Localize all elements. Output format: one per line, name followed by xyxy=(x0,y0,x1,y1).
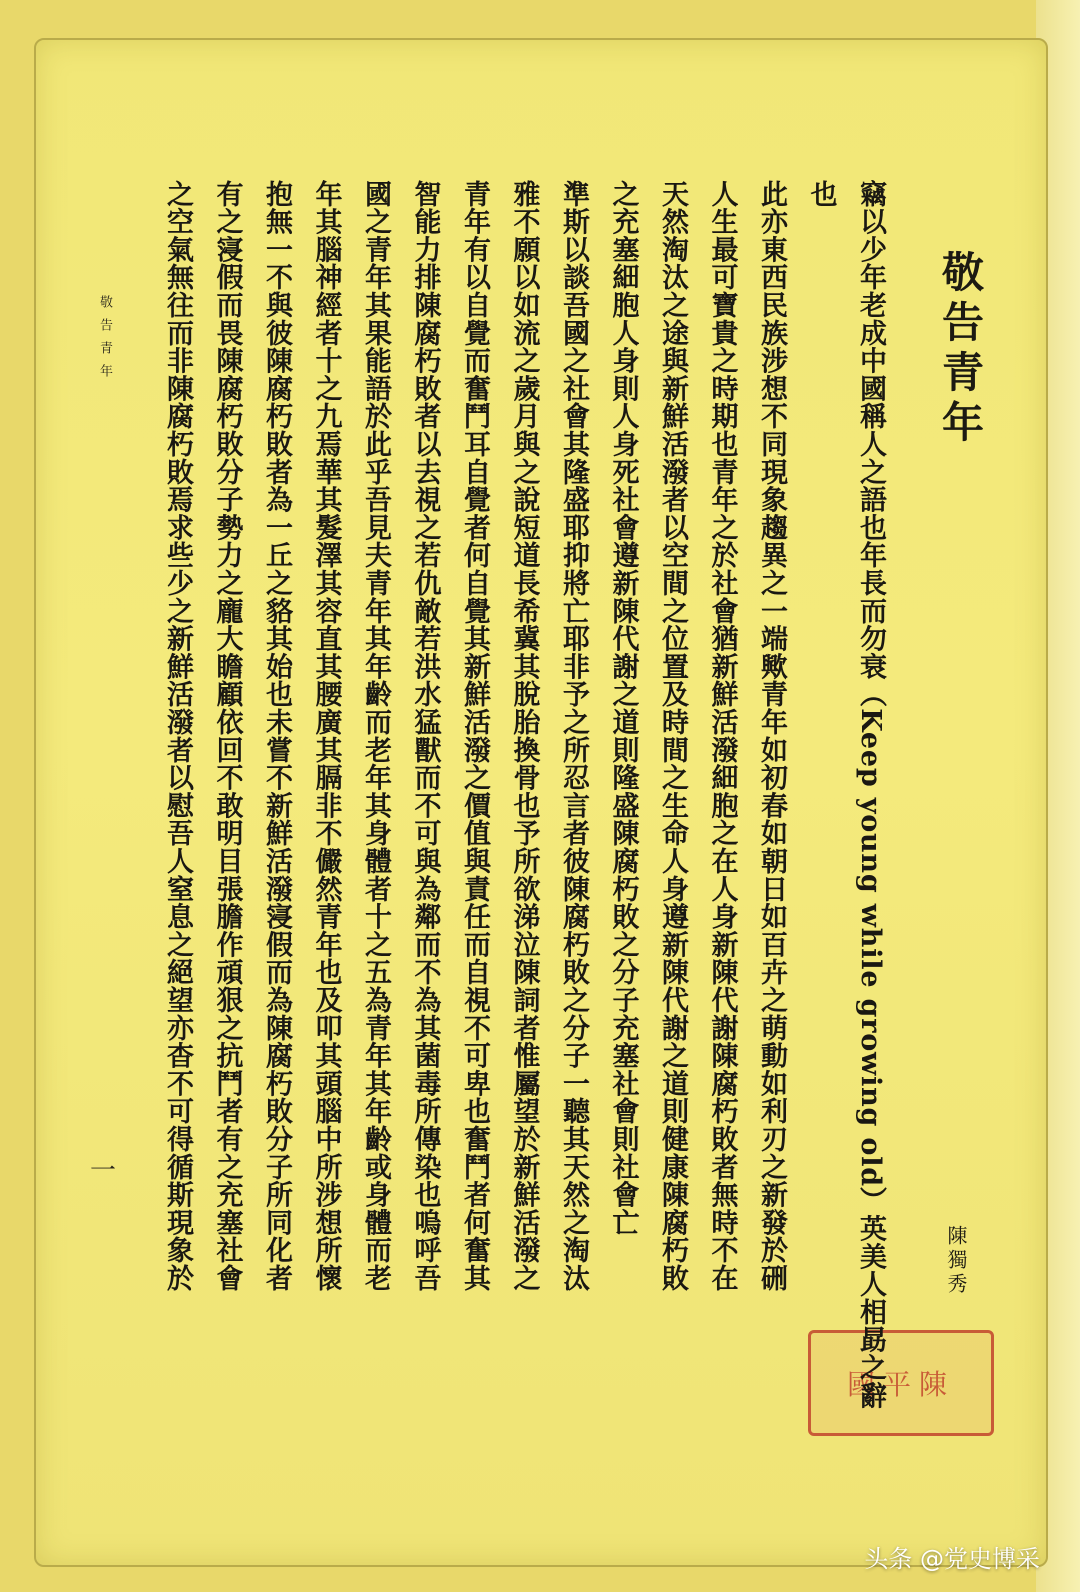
body-column: 雅不願以如流之歲月與之說短道長希冀其脫胎換骨也予所欲涕泣陳詞者惟屬望於新鮮活潑之 xyxy=(508,180,540,1292)
page-number: 一 xyxy=(90,1156,117,1186)
article-body xyxy=(125,180,895,1420)
body-column: 竊以少年老成中國稱人之語也年長而勿衰（Keep young while growing old）英美人相勗之辭也 xyxy=(805,180,886,1410)
source-watermark: 头条 @党史博采 xyxy=(864,1545,1040,1573)
body-column: 此亦東西民族涉想不同現象趨異之一端歟青年如初春如朝日如百卉之萌動如利刃之新發於硎 xyxy=(756,180,787,1292)
body-column: 抱無一不與彼陳腐朽敗者為一丘之貉其始也未嘗不新鮮活潑寖假而為陳腐朽敗分子所同化者 xyxy=(261,180,292,1292)
body-column: 天然淘汰之途與新鮮活潑者以空間之位置及時間之生命人身遵新陳代謝之道則健康陳腐朽敗 xyxy=(657,180,688,1292)
author-name: 陳獨秀 xyxy=(944,1225,968,1297)
body-column: 之空氣無往而非陳腐朽敗焉求些少之新鮮活潑者以慰吾人窒息之絕望亦杳不可得循斯現象於 xyxy=(162,180,193,1292)
body-column: 年其腦神經者十之九焉華其髮澤其容直其腰廣其膈非不儼然青年也及叩其頭腦中所涉想所懷 xyxy=(310,180,342,1292)
body-column: 國之青年其果能語於此乎吾見夫青年其年齡而老年其身體者十之五為青年其年齡或身體而老 xyxy=(360,180,391,1292)
body-column: 人生最可寶貴之時期也青年之於社會猶新鮮活潑細胞之在人身新陳代謝陳腐朽敗者無時不在 xyxy=(706,180,738,1292)
body-column: 智能力排陳腐朽敗者以去視之若仇敵若洪水猛獸而不可與為鄰而不為其菌毒所傳染也嗚呼吾 xyxy=(409,180,441,1292)
running-header: 敬告青年 xyxy=(97,295,112,387)
body-column: 準斯以談吾國之社會其隆盛耶抑將亡耶非予之所忍言者彼陳腐朽敗之分子一聽其天然之淘汰 xyxy=(558,180,589,1292)
body-column: 之充塞細胞人身則人身死社會遵新陳代謝之道則隆盛陳腐朽敗之分子充塞社會則社會亡 xyxy=(607,180,639,1237)
body-column: 青年有以自覺而奮鬥耳自覺者何自覺其新鮮活潑之價值與責任而自視不可卑也奮鬥者何奮其 xyxy=(459,180,490,1292)
red-seal-stamp: 國平陳 xyxy=(808,1330,994,1436)
body-column: 有之寖假而畏陳腐朽敗分子勢力之龐大瞻顧依回不敢明目張膽作頑狠之抗鬥者有之充塞社會 xyxy=(211,180,243,1292)
article-title: 敬告青年 xyxy=(936,250,985,450)
